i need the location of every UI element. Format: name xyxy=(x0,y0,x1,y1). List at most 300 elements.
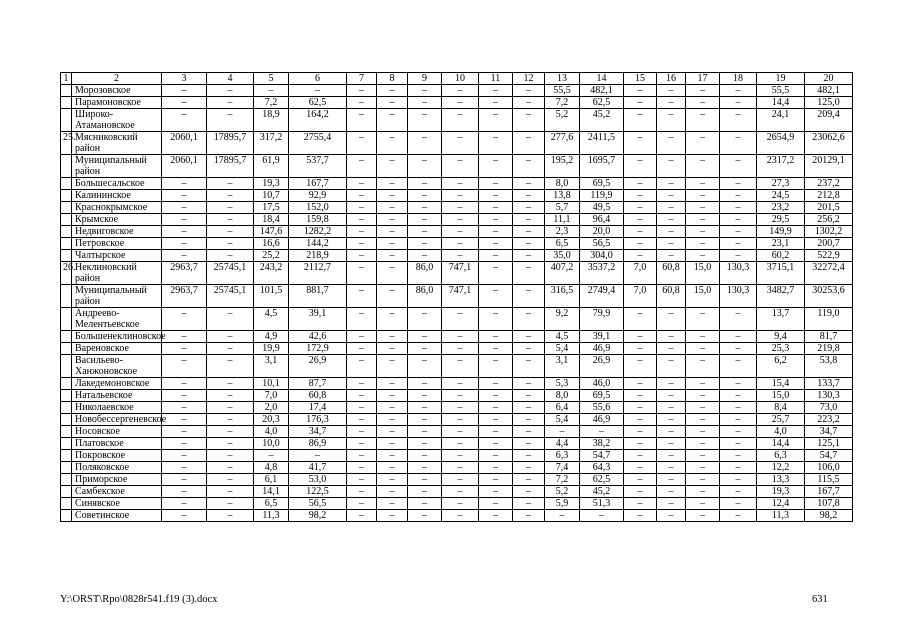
value-cell: – xyxy=(207,85,254,97)
value-cell: – xyxy=(408,308,442,331)
column-header: 16 xyxy=(657,73,686,85)
value-cell: – xyxy=(377,238,408,250)
column-header: 11 xyxy=(479,73,513,85)
value-cell: – xyxy=(479,426,513,438)
value-cell: 42,6 xyxy=(289,331,347,343)
value-cell: – xyxy=(686,486,720,498)
value-cell: – xyxy=(657,426,686,438)
value-cell: – xyxy=(377,250,408,262)
value-cell: 12,2 xyxy=(757,462,805,474)
value-cell: 522,9 xyxy=(805,250,853,262)
value-cell: – xyxy=(442,402,479,414)
value-cell: – xyxy=(289,85,347,97)
value-cell: – xyxy=(347,390,377,402)
table-row xyxy=(61,450,853,462)
row-number-cell xyxy=(61,426,72,438)
value-cell: – xyxy=(513,355,545,378)
value-cell: – xyxy=(408,97,442,109)
value-cell: – xyxy=(686,378,720,390)
value-cell: 6,1 xyxy=(254,474,289,486)
value-cell: – xyxy=(408,510,442,522)
value-cell: – xyxy=(347,285,377,308)
municipality-name-cell: Морозовское xyxy=(72,85,162,97)
value-cell: – xyxy=(377,132,408,155)
value-cell: – xyxy=(207,308,254,331)
value-cell: 144,2 xyxy=(289,238,347,250)
table-row xyxy=(61,331,853,343)
value-cell: – xyxy=(513,262,545,285)
value-cell: – xyxy=(720,250,757,262)
value-cell: – xyxy=(624,462,657,474)
value-cell: 11,1 xyxy=(545,214,580,226)
value-cell: – xyxy=(162,355,207,378)
value-cell: 53,0 xyxy=(289,474,347,486)
value-cell: – xyxy=(162,450,207,462)
value-cell: – xyxy=(442,132,479,155)
value-cell: – xyxy=(479,450,513,462)
row-number-cell xyxy=(61,355,72,378)
value-cell: 46,0 xyxy=(580,378,624,390)
value-cell: – xyxy=(347,343,377,355)
value-cell: – xyxy=(207,97,254,109)
value-cell: – xyxy=(479,178,513,190)
column-header: 3 xyxy=(162,73,207,85)
value-cell: 45,2 xyxy=(580,486,624,498)
value-cell: – xyxy=(408,402,442,414)
value-cell: – xyxy=(657,214,686,226)
value-cell: – xyxy=(624,402,657,414)
value-cell: – xyxy=(377,510,408,522)
table-row xyxy=(61,97,853,109)
value-cell: 81,7 xyxy=(805,331,853,343)
column-header: 9 xyxy=(408,73,442,85)
value-cell: – xyxy=(657,390,686,402)
value-cell: – xyxy=(686,308,720,331)
value-cell: 18,9 xyxy=(254,109,289,132)
value-cell: – xyxy=(479,343,513,355)
value-cell: – xyxy=(377,343,408,355)
value-cell: – xyxy=(377,202,408,214)
value-cell: 5,9 xyxy=(545,498,580,510)
value-cell: – xyxy=(624,486,657,498)
value-cell: – xyxy=(720,202,757,214)
value-cell: – xyxy=(657,331,686,343)
value-cell: – xyxy=(162,190,207,202)
value-cell: – xyxy=(624,355,657,378)
value-cell: – xyxy=(347,214,377,226)
value-cell: 201,5 xyxy=(805,202,853,214)
value-cell: – xyxy=(377,498,408,510)
row-number-cell xyxy=(61,378,72,390)
value-cell: – xyxy=(720,132,757,155)
table-row xyxy=(61,486,853,498)
municipality-name-cell: Николаевское xyxy=(72,402,162,414)
value-cell: 46,9 xyxy=(580,343,624,355)
value-cell: 45,2 xyxy=(580,109,624,132)
value-cell: – xyxy=(624,250,657,262)
value-cell: 8,0 xyxy=(545,178,580,190)
row-number-cell xyxy=(61,85,72,97)
value-cell: – xyxy=(513,343,545,355)
value-cell: 149,9 xyxy=(757,226,805,238)
value-cell: 60,8 xyxy=(289,390,347,402)
value-cell: – xyxy=(720,426,757,438)
value-cell: – xyxy=(207,202,254,214)
value-cell: – xyxy=(408,331,442,343)
value-cell: – xyxy=(686,355,720,378)
value-cell: 7,0 xyxy=(624,262,657,285)
table-row xyxy=(61,214,853,226)
value-cell: – xyxy=(513,438,545,450)
value-cell: 130,3 xyxy=(720,285,757,308)
value-cell: – xyxy=(207,355,254,378)
value-cell: 5,2 xyxy=(545,109,580,132)
value-cell: – xyxy=(377,178,408,190)
value-cell: – xyxy=(479,202,513,214)
value-cell: – xyxy=(624,438,657,450)
value-cell: 6,3 xyxy=(757,450,805,462)
value-cell: 122,5 xyxy=(289,486,347,498)
value-cell: – xyxy=(408,486,442,498)
value-cell: – xyxy=(408,190,442,202)
value-cell: – xyxy=(657,132,686,155)
value-cell: – xyxy=(720,85,757,97)
value-cell: 61,9 xyxy=(254,155,289,178)
value-cell: – xyxy=(377,402,408,414)
value-cell: – xyxy=(408,450,442,462)
table-row xyxy=(61,438,853,450)
value-cell: 11,3 xyxy=(757,510,805,522)
value-cell: – xyxy=(347,498,377,510)
value-cell: – xyxy=(624,85,657,97)
value-cell: – xyxy=(207,226,254,238)
value-cell: – xyxy=(624,426,657,438)
value-cell: – xyxy=(720,155,757,178)
value-cell: – xyxy=(162,343,207,355)
value-cell: – xyxy=(624,378,657,390)
data-table xyxy=(60,72,853,522)
value-cell: – xyxy=(347,402,377,414)
value-cell: 54,7 xyxy=(580,450,624,462)
value-cell: 2317,2 xyxy=(757,155,805,178)
value-cell: – xyxy=(657,462,686,474)
value-cell: 243,2 xyxy=(254,262,289,285)
value-cell: 55,5 xyxy=(757,85,805,97)
value-cell: – xyxy=(720,402,757,414)
value-cell: 19,3 xyxy=(757,486,805,498)
value-cell: – xyxy=(162,462,207,474)
column-header: 13 xyxy=(545,73,580,85)
table-row xyxy=(61,285,853,308)
value-cell: – xyxy=(207,450,254,462)
value-cell: 13,7 xyxy=(757,308,805,331)
municipality-name-cell: Вареновское xyxy=(72,343,162,355)
value-cell: – xyxy=(162,414,207,426)
value-cell: 86,9 xyxy=(289,438,347,450)
value-cell: 7,4 xyxy=(545,462,580,474)
value-cell: 219,8 xyxy=(805,343,853,355)
value-cell: 64,3 xyxy=(580,462,624,474)
value-cell: 537,7 xyxy=(289,155,347,178)
table-row xyxy=(61,250,853,262)
value-cell: – xyxy=(657,155,686,178)
value-cell: – xyxy=(720,109,757,132)
value-cell: – xyxy=(686,474,720,486)
municipality-name-cell: Недвиговское xyxy=(72,226,162,238)
value-cell: – xyxy=(686,155,720,178)
value-cell: 125,0 xyxy=(805,97,853,109)
municipality-name-cell: Чалтырское xyxy=(72,250,162,262)
value-cell: – xyxy=(720,510,757,522)
value-cell: – xyxy=(442,426,479,438)
value-cell: 10,1 xyxy=(254,378,289,390)
value-cell: – xyxy=(720,331,757,343)
value-cell: – xyxy=(479,155,513,178)
value-cell: – xyxy=(624,238,657,250)
value-cell: – xyxy=(347,426,377,438)
value-cell: 482,1 xyxy=(805,85,853,97)
value-cell: – xyxy=(162,214,207,226)
value-cell: – xyxy=(657,202,686,214)
value-cell: – xyxy=(408,438,442,450)
value-cell: 23,2 xyxy=(757,202,805,214)
value-cell: – xyxy=(686,226,720,238)
value-cell: – xyxy=(686,343,720,355)
value-cell: 17,5 xyxy=(254,202,289,214)
value-cell: – xyxy=(377,190,408,202)
column-header: 20 xyxy=(805,73,853,85)
value-cell: 5,3 xyxy=(545,378,580,390)
value-cell: – xyxy=(513,214,545,226)
value-cell: – xyxy=(686,438,720,450)
row-number-cell xyxy=(61,238,72,250)
value-cell: 15,0 xyxy=(686,285,720,308)
value-cell: – xyxy=(377,226,408,238)
row-number-cell xyxy=(61,178,72,190)
value-cell: 747,1 xyxy=(442,285,479,308)
value-cell: 92,9 xyxy=(289,190,347,202)
value-cell: – xyxy=(720,97,757,109)
value-cell: 17895,7 xyxy=(207,155,254,178)
value-cell: 223,2 xyxy=(805,414,853,426)
value-cell: – xyxy=(347,308,377,331)
value-cell: 7,2 xyxy=(254,97,289,109)
table-row xyxy=(61,190,853,202)
value-cell: – xyxy=(479,414,513,426)
value-cell: 304,0 xyxy=(580,250,624,262)
table-row xyxy=(61,85,853,97)
row-number-cell: 26. xyxy=(61,262,72,285)
value-cell: – xyxy=(513,97,545,109)
value-cell: 26,9 xyxy=(580,355,624,378)
value-cell: – xyxy=(624,343,657,355)
value-cell: – xyxy=(513,308,545,331)
value-cell: – xyxy=(347,331,377,343)
value-cell: – xyxy=(686,414,720,426)
value-cell: – xyxy=(377,97,408,109)
row-number-cell xyxy=(61,402,72,414)
value-cell: 60,8 xyxy=(657,285,686,308)
value-cell: – xyxy=(686,202,720,214)
value-cell: – xyxy=(624,331,657,343)
value-cell: 25,7 xyxy=(757,414,805,426)
value-cell: 881,7 xyxy=(289,285,347,308)
value-cell: – xyxy=(720,378,757,390)
column-header: 19 xyxy=(757,73,805,85)
value-cell: – xyxy=(657,85,686,97)
value-cell: 20,3 xyxy=(254,414,289,426)
value-cell: – xyxy=(657,498,686,510)
value-cell: – xyxy=(162,474,207,486)
value-cell: 125,1 xyxy=(805,438,853,450)
value-cell: – xyxy=(513,85,545,97)
value-cell: 15,0 xyxy=(686,262,720,285)
value-cell: 6,4 xyxy=(545,402,580,414)
value-cell: 4,5 xyxy=(254,308,289,331)
municipality-name-cell: Краснокрымское xyxy=(72,202,162,214)
value-cell: – xyxy=(377,438,408,450)
value-cell: – xyxy=(686,85,720,97)
value-cell: – xyxy=(513,450,545,462)
value-cell: 53,8 xyxy=(805,355,853,378)
value-cell: 316,5 xyxy=(545,285,580,308)
municipality-name-cell: Платовское xyxy=(72,438,162,450)
municipality-name-cell: Лакедемоновское xyxy=(72,378,162,390)
table-row xyxy=(61,414,853,426)
value-cell: 2755,4 xyxy=(289,132,347,155)
value-cell: – xyxy=(207,438,254,450)
value-cell: 4,5 xyxy=(545,331,580,343)
value-cell: – xyxy=(513,390,545,402)
value-cell: – xyxy=(686,462,720,474)
value-cell: 25745,1 xyxy=(207,285,254,308)
value-cell: – xyxy=(408,414,442,426)
value-cell: – xyxy=(513,178,545,190)
value-cell: 2654,9 xyxy=(757,132,805,155)
value-cell: – xyxy=(513,486,545,498)
municipality-name-cell: Большесальское xyxy=(72,178,162,190)
value-cell: – xyxy=(657,308,686,331)
value-cell: – xyxy=(479,308,513,331)
value-cell: – xyxy=(657,109,686,132)
value-cell: 7,0 xyxy=(624,285,657,308)
value-cell: – xyxy=(479,378,513,390)
value-cell: – xyxy=(479,285,513,308)
value-cell: – xyxy=(479,402,513,414)
value-cell: – xyxy=(162,402,207,414)
value-cell: – xyxy=(513,378,545,390)
value-cell: 119,9 xyxy=(580,190,624,202)
value-cell: 218,9 xyxy=(289,250,347,262)
table-row xyxy=(61,390,853,402)
value-cell: – xyxy=(377,486,408,498)
value-cell: – xyxy=(720,450,757,462)
row-number-cell xyxy=(61,438,72,450)
municipality-name-cell: Муниципальный район xyxy=(72,155,162,178)
value-cell: 2112,7 xyxy=(289,262,347,285)
value-cell: – xyxy=(657,226,686,238)
value-cell: – xyxy=(720,226,757,238)
value-cell: 3482,7 xyxy=(757,285,805,308)
value-cell: – xyxy=(442,486,479,498)
value-cell: 2963,7 xyxy=(162,285,207,308)
value-cell: – xyxy=(442,155,479,178)
value-cell: – xyxy=(162,308,207,331)
value-cell: 4,9 xyxy=(254,331,289,343)
value-cell: – xyxy=(513,474,545,486)
value-cell: – xyxy=(207,510,254,522)
value-cell: – xyxy=(207,331,254,343)
value-cell: – xyxy=(408,426,442,438)
value-cell: 39,1 xyxy=(580,331,624,343)
column-header: 18 xyxy=(720,73,757,85)
column-header: 6 xyxy=(289,73,347,85)
value-cell: 24,5 xyxy=(757,190,805,202)
value-cell: 26,9 xyxy=(289,355,347,378)
value-cell: – xyxy=(207,474,254,486)
value-cell: 317,2 xyxy=(254,132,289,155)
footer-page-number: 631 xyxy=(812,594,828,605)
value-cell: – xyxy=(377,355,408,378)
value-cell: – xyxy=(657,355,686,378)
value-cell: – xyxy=(624,109,657,132)
municipality-name-cell: Калининское xyxy=(72,190,162,202)
column-header: 8 xyxy=(377,73,408,85)
value-cell: – xyxy=(686,109,720,132)
value-cell: 55,5 xyxy=(545,85,580,97)
value-cell: – xyxy=(442,510,479,522)
value-cell: – xyxy=(408,155,442,178)
value-cell: – xyxy=(657,343,686,355)
value-cell: 8,0 xyxy=(545,390,580,402)
table-row xyxy=(61,226,853,238)
value-cell: 3,1 xyxy=(545,355,580,378)
value-cell: – xyxy=(513,226,545,238)
column-header: 2 xyxy=(72,73,162,85)
value-cell: – xyxy=(624,178,657,190)
value-cell: – xyxy=(162,438,207,450)
value-cell: – xyxy=(347,250,377,262)
value-cell: – xyxy=(513,238,545,250)
value-cell: 60,8 xyxy=(657,262,686,285)
value-cell: 237,2 xyxy=(805,178,853,190)
value-cell: 24,1 xyxy=(757,109,805,132)
value-cell: 176,3 xyxy=(289,414,347,426)
value-cell: – xyxy=(377,155,408,178)
value-cell: – xyxy=(347,378,377,390)
value-cell: 119,0 xyxy=(805,308,853,331)
value-cell: – xyxy=(442,414,479,426)
table-row xyxy=(61,178,853,190)
value-cell: 482,1 xyxy=(580,85,624,97)
value-cell: 19,3 xyxy=(254,178,289,190)
row-number-cell xyxy=(61,450,72,462)
value-cell: 1695,7 xyxy=(580,155,624,178)
table-row xyxy=(61,238,853,250)
footer-file-path: Y:\ORST\Rpo\0828r541.f19 (3).docx xyxy=(60,594,218,605)
value-cell: 7,2 xyxy=(545,97,580,109)
value-cell: 56,5 xyxy=(580,238,624,250)
value-cell: 14,1 xyxy=(254,486,289,498)
value-cell: 152,0 xyxy=(289,202,347,214)
value-cell: – xyxy=(442,450,479,462)
value-cell: – xyxy=(720,178,757,190)
row-number-cell xyxy=(61,474,72,486)
value-cell: 167,7 xyxy=(289,178,347,190)
value-cell: – xyxy=(162,202,207,214)
municipality-name-cell: Мясниковский район xyxy=(72,132,162,155)
value-cell: – xyxy=(720,498,757,510)
